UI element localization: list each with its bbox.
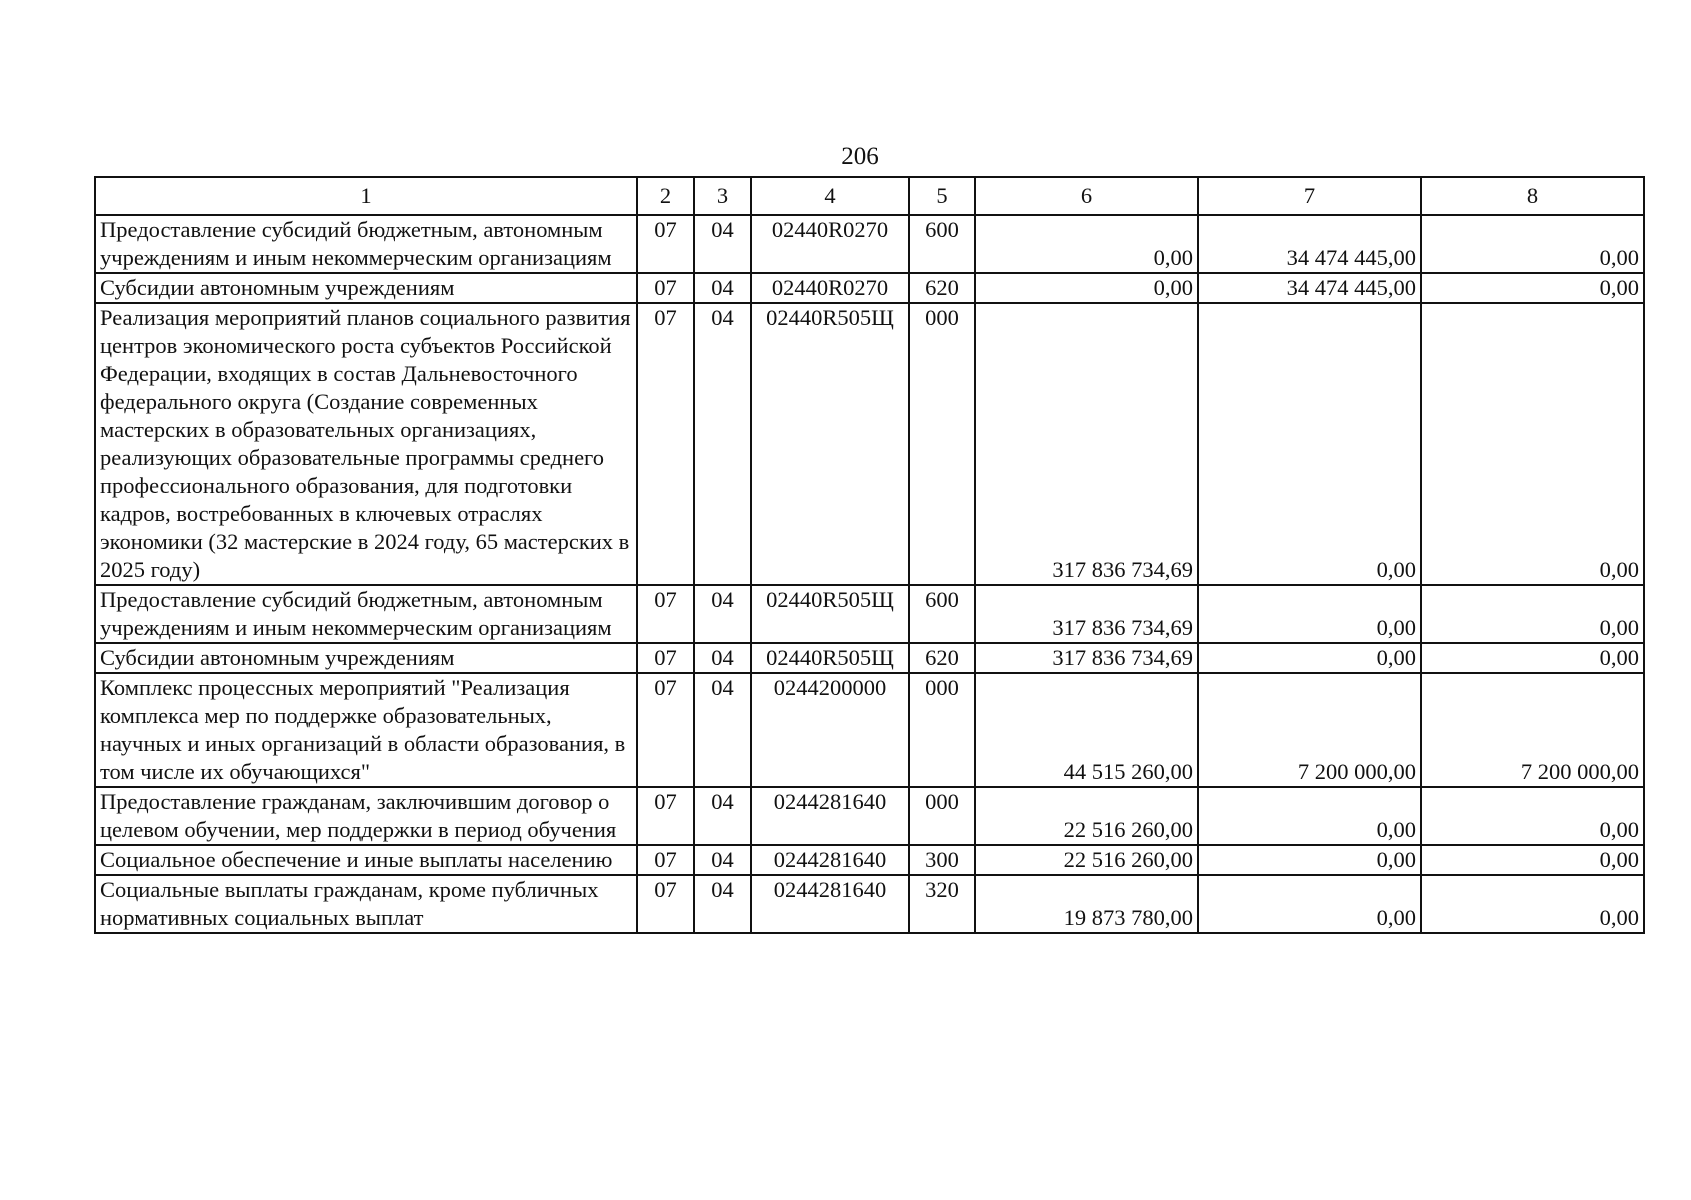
amount-col-6: 317 836 734,69 [975,303,1198,585]
amount-col-6: 317 836 734,69 [975,585,1198,643]
row-name: Реализация мероприятий планов социального развития центров экономического роста субъектов Российской Федерации, входящих в состав Дальневосточного федерального округа (Создание современных мастерских в образовательных организациях, реализующих образовательные программы среднего профессионального образования, для подготовки кадров, востребованных в ключевых отраслях экономики (32 мастерские в 2024 году, 65 мастерских в 2025 году) [95,303,637,585]
column-header-1: 1 [95,177,637,215]
section-code: 07 [637,215,694,273]
table-row [95,303,1644,585]
subsection-code: 04 [694,643,751,673]
section-code: 07 [637,787,694,845]
expense-type-code: 000 [909,303,975,585]
subsection-code: 04 [694,303,751,585]
table-row [95,273,1644,303]
amount-col-8: 0,00 [1421,845,1644,875]
subsection-code: 04 [694,585,751,643]
amount-col-6: 19 873 780,00 [975,875,1198,933]
target-article-code: 02440R0270 [751,273,909,303]
header-row [95,177,1644,215]
amount-col-8: 0,00 [1421,273,1644,303]
amount-col-7: 0,00 [1198,303,1421,585]
amount-col-7: 0,00 [1198,585,1421,643]
section-code: 07 [637,303,694,585]
amount-col-7: 0,00 [1198,845,1421,875]
column-header-8: 8 [1421,177,1644,215]
target-article-code: 0244281640 [751,875,909,933]
section-code: 07 [637,643,694,673]
subsection-code: 04 [694,845,751,875]
target-article-code: 0244281640 [751,845,909,875]
expense-type-code: 600 [909,585,975,643]
target-article-code: 0244200000 [751,673,909,787]
table-row [95,673,1644,787]
amount-col-8: 0,00 [1421,585,1644,643]
amount-col-8: 7 200 000,00 [1421,673,1644,787]
amount-col-7: 7 200 000,00 [1198,673,1421,787]
amount-col-7: 0,00 [1198,643,1421,673]
amount-col-7: 0,00 [1198,787,1421,845]
expense-type-code: 300 [909,845,975,875]
row-name: Социальные выплаты гражданам, кроме публичных нормативных социальных выплат [95,875,637,933]
section-code: 07 [637,273,694,303]
expense-type-code: 620 [909,643,975,673]
section-code: 07 [637,845,694,875]
table-row [95,585,1644,643]
column-header-6: 6 [975,177,1198,215]
row-name: Социальное обеспечение и иные выплаты населению [95,845,637,875]
expense-type-code: 000 [909,787,975,845]
amount-col-6: 44 515 260,00 [975,673,1198,787]
amount-col-6: 22 516 260,00 [975,845,1198,875]
expense-type-code: 620 [909,273,975,303]
amount-col-8: 0,00 [1421,787,1644,845]
amount-col-6: 0,00 [975,273,1198,303]
row-name: Субсидии автономным учреждениям [95,273,637,303]
table-row [95,787,1644,845]
section-code: 07 [637,585,694,643]
subsection-code: 04 [694,875,751,933]
amount-col-7: 34 474 445,00 [1198,273,1421,303]
target-article-code: 0244281640 [751,787,909,845]
table-row [95,215,1644,273]
amount-col-8: 0,00 [1421,215,1644,273]
expense-type-code: 000 [909,673,975,787]
target-article-code: 02440R505Щ [751,643,909,673]
section-code: 07 [637,875,694,933]
expense-type-code: 600 [909,215,975,273]
target-article-code: 02440R505Щ [751,303,909,585]
target-article-code: 02440R505Щ [751,585,909,643]
column-header-5: 5 [909,177,975,215]
amount-col-7: 34 474 445,00 [1198,215,1421,273]
column-header-3: 3 [694,177,751,215]
amount-col-8: 0,00 [1421,303,1644,585]
target-article-code: 02440R0270 [751,215,909,273]
row-name: Предоставление субсидий бюджетным, автономным учреждениям и иным некоммерческим организациям [95,585,637,643]
subsection-code: 04 [694,215,751,273]
subsection-code: 04 [694,787,751,845]
table-row [95,643,1644,673]
subsection-code: 04 [694,273,751,303]
column-header-2: 2 [637,177,694,215]
row-name: Субсидии автономным учреждениям [95,643,637,673]
page-number: 206 [841,143,879,170]
amount-col-6: 0,00 [975,215,1198,273]
table-row [95,845,1644,875]
row-name: Предоставление гражданам, заключившим договор о целевом обучении, мер поддержки в период обучения [95,787,637,845]
row-name: Предоставление субсидий бюджетным, автономным учреждениям и иным некоммерческим организациям [95,215,637,273]
expense-type-code: 320 [909,875,975,933]
amount-col-7: 0,00 [1198,875,1421,933]
amount-col-6: 317 836 734,69 [975,643,1198,673]
column-header-7: 7 [1198,177,1421,215]
subsection-code: 04 [694,673,751,787]
amount-col-8: 0,00 [1421,643,1644,673]
section-code: 07 [637,673,694,787]
amount-col-8: 0,00 [1421,875,1644,933]
amount-col-6: 22 516 260,00 [975,787,1198,845]
column-header-4: 4 [751,177,909,215]
row-name: Комплекс процессных мероприятий "Реализация комплекса мер по поддержке образовательных, научных и иных организаций в области образования, в том числе их обучающихся" [95,673,637,787]
budget-table [94,176,1645,934]
table-row [95,875,1644,933]
